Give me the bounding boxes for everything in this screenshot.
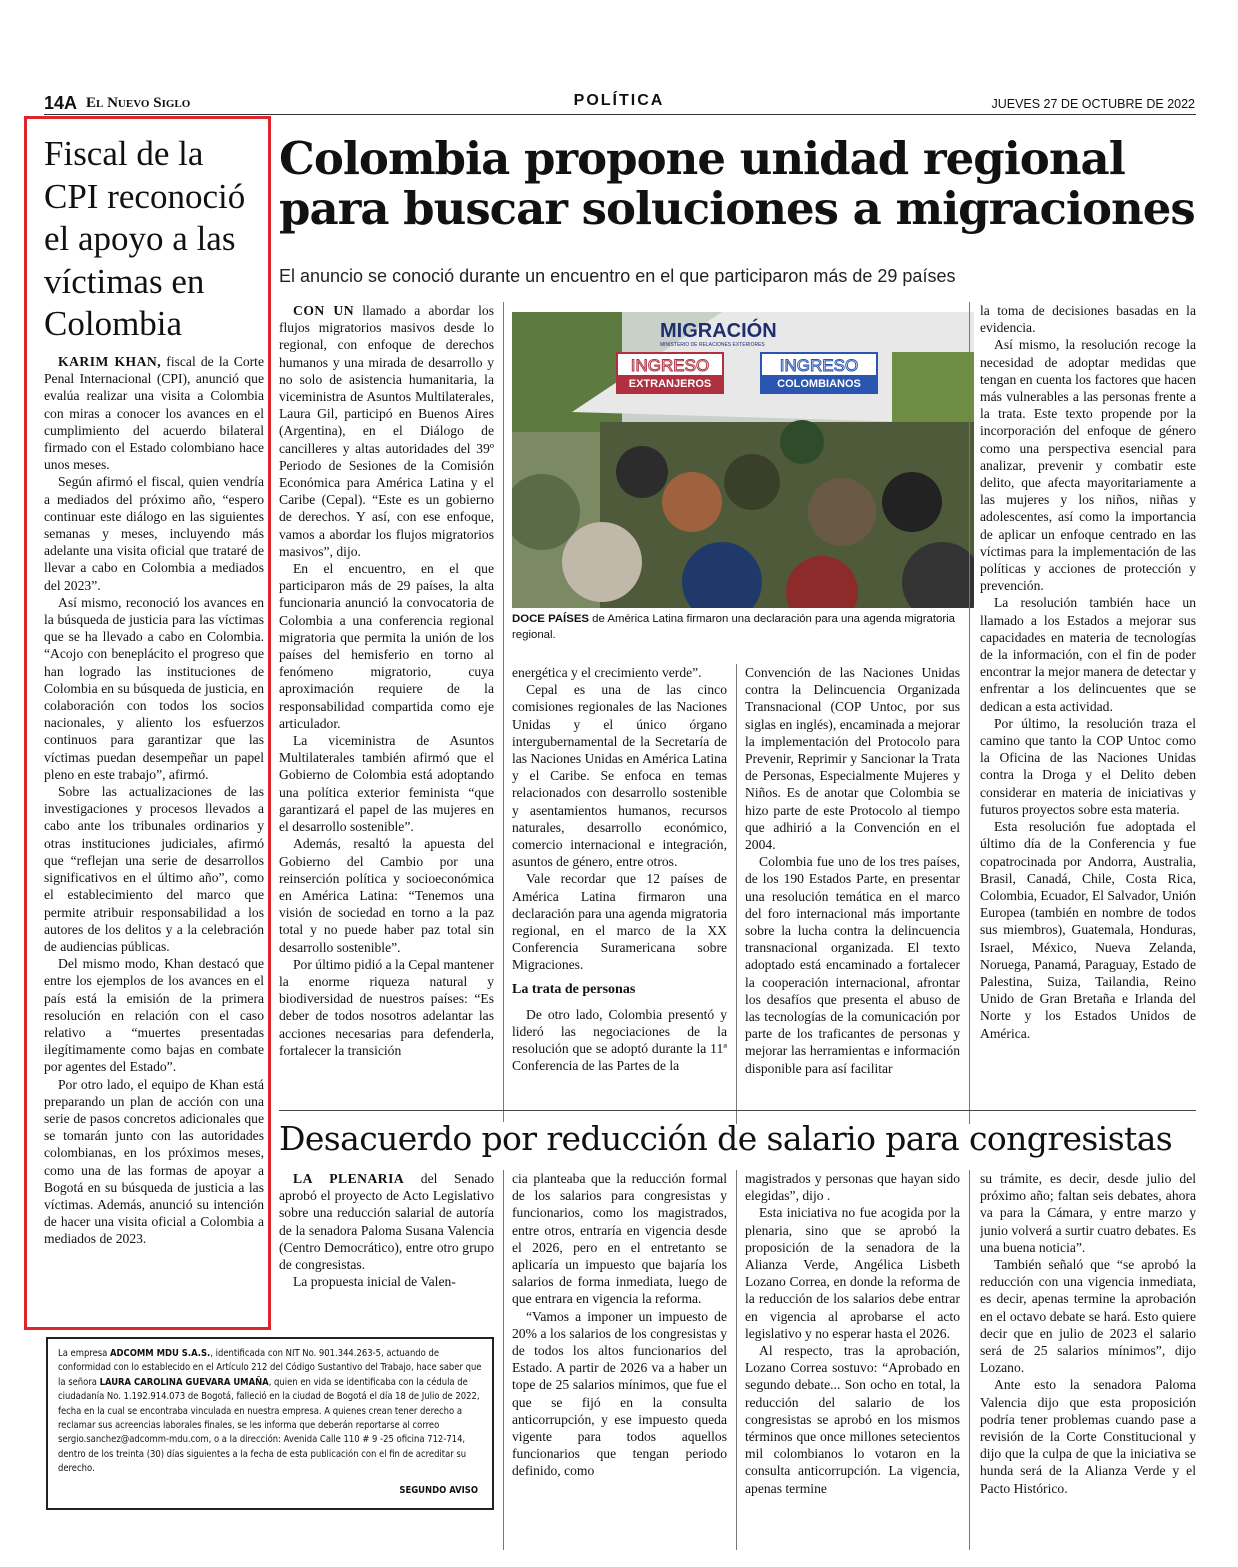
paragraph: “Vamos a imponer un impuesto de 20% a los salarios de los congresistas y de todos los altos funcionarios del Estado. A partir de 2026 va a haber un tope de 25 salarios mínimos, que fue el que se fijó en la consulta anticorrupción, y ese impuesto queda vigente para todos aquellos funcionarios que tengan periodo definido, como — [512, 1308, 727, 1479]
main-col-1 — [279, 302, 494, 1122]
column-rule — [969, 1170, 970, 1550]
paragraph: La propuesta inicial de Valen- — [293, 1274, 456, 1290]
paragraph: CON UN llamado a abordar los flujos migratorios masivos desde lo regional, con enfoque de derechos humanos y una mirada de desarrollo y no solo de asistencia humanitaria, la viceministra de Asuntos Multilaterales, Laura Gil, participó en Buenos Aires (Argentina), en el Diálogo de cancilleres y altas autoridades del 39º Periodo de Sesiones de la Comisión Económica para América Latina y el Caribe (Cepal). “Este es un gobierno de derechos. Y así, con ese enfoque, vamos a abordar los flujos migratorios masivos”, dijo. — [279, 303, 494, 559]
paragraph: La viceministra de Asuntos Multilaterales también afirmó que el Gobierno de Colombia está adoptando una política exterior feminista “que garantizará el papel de las mujeres en el desarrollo sostenible”. — [279, 733, 494, 835]
paragraph: Esta resolución fue adoptada el último día de la Conferencia y fue copatrocinada por Andorra, Australia, Brasil, Canadá, Chile, Costa Rica, Colombia, Ecuador, El Salvador, Unión Europea (también en nombre de todos sus miembros), Guatemala, Honduras, Israel, México, Nueva Zelanda, Noruega, Panamá, Paraguay, Estado de Palestina, Suiza, Tailandia, Reino Unido de Gran Bretaña e Irlanda del Norte y los Estados Unidos de América. — [980, 819, 1196, 1041]
main-col-2 — [512, 664, 727, 1124]
column-rule — [969, 302, 970, 1124]
page-number: 14A — [44, 93, 78, 113]
column-rule — [503, 302, 504, 1122]
paragraph: Además, resaltó la apuesta del Gobierno del Cambio por una reinserción política y socioeconómica en América Latina: “Tenemos una visión de sociedad en torno a la paz total y no puede haber paz total sin desarrollo sostenible”. — [279, 836, 494, 955]
migration-photo — [512, 312, 974, 608]
lead-in: KARIM KHAN, — [58, 354, 162, 369]
section-rule — [279, 1110, 1196, 1111]
second-col-3 — [745, 1170, 960, 1550]
notice-signature: SEGUNDO AVISO — [399, 1484, 478, 1496]
paragraph: Del mismo modo, Khan destacó que entre los ejemplos de los avances en el país está la emisión de la primera resolución en relación con el caso relativo a “muertes presentadas ilegítimamente como bajas en combate por agentes del Estado”. — [44, 956, 264, 1075]
side-headline: Fiscal de la CPI reconoció el apoyo a las víctimas en Colombia — [44, 134, 246, 343]
second-col-4 — [980, 1170, 1196, 1550]
lead-in: CON UN — [293, 303, 355, 318]
sign-migracion: MIGRACIÓN — [660, 320, 777, 342]
lead-in: LA PLENARIA — [293, 1171, 405, 1186]
paragraph: LA PLENARIA del Senado aprobó el proyecto de Acto Legislativo sobre una reducción salarial de autoría de la senadora Paloma Susana Valencia (Centro Democrático), entre otro grupo de congresistas. — [279, 1171, 494, 1273]
paragraph: También señaló que “se aprobó la reducción con una vigencia inmediata, es decir, apenas termine la aprobación en el octavo debate se hará. Esto quiere decir que en julio de 2023 el salario será de 25 salarios mínimos”, dijo Lozano. — [980, 1257, 1196, 1376]
column-rule — [736, 1170, 737, 1550]
main-col-4 — [980, 302, 1196, 1124]
paragraph: Al respecto, tras la aprobación, Lozano Correa sostuvo: “Aprobado en segundo debate... Son ocho en total, la reducción del salario de los congresistas se aprobó en los mismos términos que once millones setecientos mil colombianos lo votaron en la consulta anticorrupción. La vigencia, apenas termine — [745, 1343, 960, 1496]
sign-ingreso-extranjeros: INGRESO EXTRANJEROS — [616, 352, 724, 394]
paragraph: En el encuentro, en el que participaron más de 29 países, la alta funcionaria anunció la convocatoria de Colombia a una conferencia regional migratoria que permita la unión de los países del hemisferio en torno al fenómeno migratorio, cuya aproximación requiere de la responsabilidad compartida como eje articulador. — [279, 561, 494, 731]
paragraph: Cepal es una de las cinco comisiones regionales de las Naciones Unidas y el único órgano intergubernamental de la Secretaría de las Naciones Unidas en América Latina y el Caribe. Se enfoca en temas relacionados con desarrollo sostenible y asentamientos humanos, recursos naturales, desarrollo económico, comercio internacional e integración, asuntos de género, entre otros. — [512, 682, 727, 870]
main-deck: El anuncio se conoció durante un encuentro en el que participaron más de 29 países — [279, 266, 956, 286]
photo-caption: DOCE PAÍSES de América Latina firmaron una declaración para una agenda migratoria regional. — [512, 613, 956, 641]
paragraph: Así mismo, la resolución recoge la necesidad de adoptar medidas que tengan en cuenta los factores que hacen más vulnerables a las personas frente a la trata. Este texto propende por la incorporación del enfoque de género como una perspectiva esencial para analizar, prevenir y combatir este delito, que afecta mayoritariamente a las mujeres y los niños, niñas y adolescentes, así como la importancia de aplicar un enfoque centrado en las víctimas para la implementación de las políticas y acciones de protección y prevención. — [980, 337, 1196, 594]
main-headline: Colombia propone unidad regional para buscar soluciones a migraciones — [279, 132, 1195, 235]
paragraph: Así mismo, reconoció los avances en la búsqueda de justicia para las víctimas que se ha llevado a cabo en Colombia. “Acojo con beneplácito el progreso que han logrado las instituciones de Colombia en su búsqueda de justicia, en colaboración con todos los socios nacionales, y aliento los esfuerzos continuos para garantizar que las víctimas puedan desempeñar un papel pleno en este trabajo”, afirmó. — [44, 594, 264, 782]
paragraph: Según afirmó el fiscal, quien vendría a mediados del próximo año, “espero continuar este diálogo en las siguientes semanas y meses, incluyendo más adelante una visita oficial que trataré de llevar a cabo en Colombia a mediados del 2023”. — [44, 474, 264, 593]
paragraph: KARIM KHAN, fiscal de la Corte Penal Internacional (CPI), anunció que evalúa realizar una visita a Colombia con miras a conocer los avances en el cumplimiento del acuerdo bilateral firmado con el Estado colombiano hace unos meses. — [44, 354, 264, 473]
column-rule — [736, 664, 737, 1124]
paragraph: Por último, la resolución traza el camino que tanto la COP Untoc como la Oficina de las Naciones Unidas contra la Droga y el Delito deben considerar en materia de iniciativas y futuros proyectos sobre esta materia. — [980, 715, 1196, 817]
caption-lead: DOCE PAÍSES — [512, 613, 590, 625]
column-rule — [503, 1170, 504, 1550]
paragraph: Vale recordar que 12 países de América Latina firmaron una declaración para una agenda migratoria regional, en el marco de la XX Conferencia Suramericana sobre Migraciones. — [512, 871, 727, 973]
paragraph: su trámite, es decir, desde julio del próximo año; faltan seis debates, ahora va para la Cámara, y entre marzo y junio volverá a surtir cuatro debates. Es una buena noticia”. — [980, 1171, 1196, 1255]
newspaper-name: El Nuevo Siglo — [86, 95, 191, 111]
legal-notice: La empresa ADCOMM MDU S.A.S., identificada con NIT No. 901.344.263-5, actuando de conformidad con lo establecido en el Artículo 212 del Código Sustantivo del Trabajo, hace saber que la señora LAURA CAROLINA GUEVARA UMAÑA, quien en vida se identificaba con la cédula de ciudadanía No. 1.192.914.073 de Bogotá, falleció en la ciudad de Bogotá el día 18 de Julio de 2022, fecha en la cual se encontraba vinculada en nuestra empresa. A quienes crean tener derecho a reclamar sus acreencias laborales finales, se les informa que deberán reportarse al correo sergio.sanchez@adcomm-mdu.com, o a la dirección: Avenida Calle 110 # 9 -25 oficina 712-714, dentro de los treinta (30) días siguientes a la fecha de esta publicación con el fin de acreditar su derecho. SEGUNDO AVISO — [46, 1337, 494, 1510]
sign-ingreso-colombianos: INGRESO COLOMBIANOS — [760, 352, 878, 394]
paragraph: Convención de las Naciones Unidas contra la Delincuencia Organizada Transnacional (COP Untoc, por sus siglas en inglés), encaminada a mejorar la implementación del Protocolo para Prevenir, Reprimir y Sancionar la Trata de Personas, Especialmente Mujeres y Niños. Es de anotar que Colombia se hizo parte de este Protocolo al tiempo que adhirió a la Convención en el 2004. — [745, 665, 960, 853]
paragraph: Ante esto la senadora Paloma Valencia dijo que esta proposición podría tener problemas cuando pase a revisión de la Corte Constitucional y dijo que la culpa de que la iniciativa se hunda será de la Alianza Verde y el Pacto Histórico. — [980, 1377, 1196, 1496]
second-col-2 — [512, 1170, 727, 1550]
paragraph: Sobre las actualizaciones de las investigaciones y procesos llevados a cabo ante los tribunales ordinarios y otras instituciones judiciales, afirmó que “reflejan una serie de desarrollos significativos en el último año”, como el establecimiento del marco que permite atribuir responsabilidad a los autores de los delitos y a la celebración de audiencias públicas. — [44, 784, 264, 954]
paragraph: magistrados y personas que hayan sido elegidas”, dijo . — [745, 1171, 960, 1204]
sign-ministry: MINISTERIO DE RELACIONES EXTERIORES — [660, 342, 765, 348]
second-headline: Desacuerdo por reducción de salario para congresistas — [279, 1119, 1173, 1158]
issue-date: JUEVES 27 DE OCTUBRE DE 2022 — [991, 97, 1195, 111]
paragraph: Esta iniciativa no fue acogida por la plenaria, sino que se aprobó la proposición de la senadora de la Alianza Verde, Angélica Lisbeth Lozano Correa, en donde la reforma de la reducción de los salarios debe entrar en vigencia al aprobarse el acto legislativo y no esperar hasta el 2026. — [745, 1205, 960, 1341]
header-rule — [44, 114, 1196, 115]
paragraph: cia planteaba que la reducción formal de los salarios para congresistas y funcionarios, como los magistrados, entre otros, entraría en vigencia desde el 2026, pero en el entretanto se aplicaría un impuesto que bajaría los salarios de forma inmediata, luego de que entrara en vigencia la reforma. — [512, 1171, 727, 1307]
paragraph: La resolución también hace un llamado a los Estados a mejorar sus capacidades en materia de tecnologías de la información, con el fin de poder encontrar la mejor manera de detectar y enfrentar a los delincuentes que se dedican a esta actividad. — [980, 595, 1196, 714]
section-title: POLÍTICA — [573, 92, 665, 109]
paragraph: energética y el crecimiento verde”. — [512, 665, 702, 680]
subheading: La trata de personas — [512, 981, 636, 997]
second-col-1 — [279, 1170, 494, 1320]
paragraph: Colombia fue uno de los tres países, de los 190 Estados Parte, en presentar una resolución temática en el marco del foro internacional más importante sobre la lucha contra la delincuencia transnacional organizada. El texto adoptado está encaminado a fortalecer la cooperación internacional, afrontar los desafíos que presenta el abuso de las tecnologías de la comunicación por parte de los traficantes de personas y mejorar las herramientas e información disponible para así facilitar — [745, 854, 960, 1076]
main-col-3 — [745, 664, 960, 1124]
paragraph: Por otro lado, el equipo de Khan está preparando un plan de acción con una serie de pasos concretos adicionales que se tomarán junto con las autoridades colombianas, en los próximos meses, como una de las formas de apoyar a Bogotá en su búsqueda de justicia a las víctimas. Además, anunció su intención de hacer una visita oficial a Colombia a mediados de 2023. — [44, 1076, 264, 1247]
paragraph: De otro lado, Colombia presentó y lideró las negociaciones de la resolución que se adoptó durante la 11ª Conferencia de las Partes de la — [512, 1006, 727, 1074]
side-article-body — [44, 353, 264, 1315]
paragraph: Por último pidió a la Cepal mantener la enorme riqueza natural y biodiversidad de nuestros países: “Es deber de todos nosotros adelantar las acciones necesarias para defenderla, fortalecer la transición — [279, 956, 494, 1058]
paragraph: la toma de decisiones basadas en la evidencia. — [980, 303, 1196, 336]
